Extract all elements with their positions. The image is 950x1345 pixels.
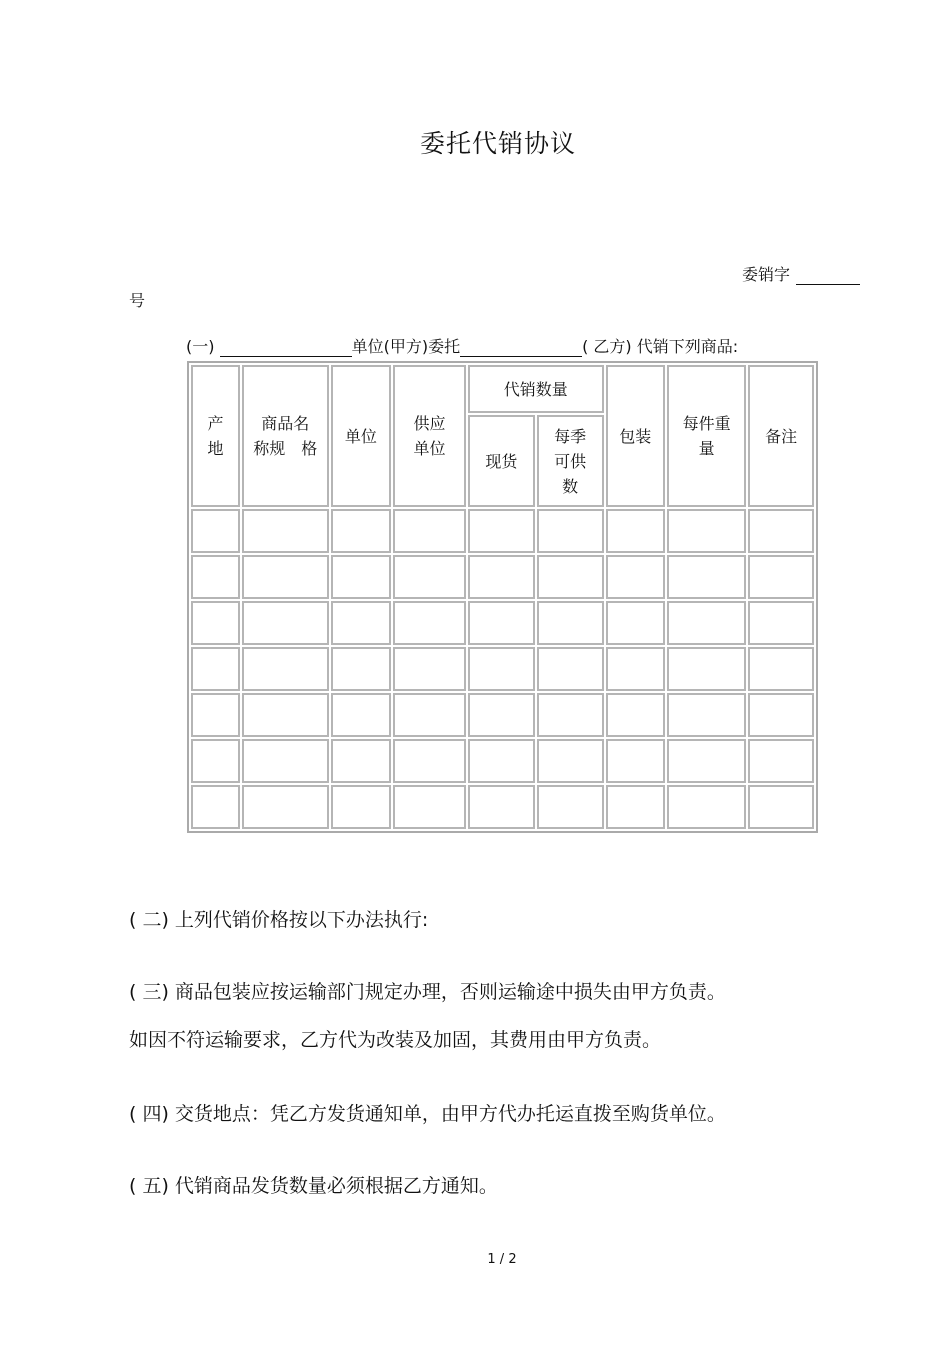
intro-prefix: (一) [186,337,215,356]
table-cell[interactable] [331,555,391,599]
page-number: 1 / 2 [487,1252,517,1267]
table-cell[interactable] [537,785,604,829]
table-cell[interactable] [242,693,329,737]
table-row [191,785,814,829]
table-cell[interactable] [606,555,665,599]
table-cell[interactable] [537,647,604,691]
table-cell[interactable] [191,739,240,783]
table-cell[interactable] [537,509,604,553]
table-row [191,509,814,553]
table-cell[interactable] [393,693,466,737]
table-row [191,555,814,599]
table-cell[interactable] [667,785,746,829]
header-origin: 产 地 [191,365,240,507]
paragraph-5: ( 五) 代销商品发货数量必须根据乙方通知。 [129,1175,498,1197]
table-cell[interactable] [393,601,466,645]
table-cell[interactable] [606,739,665,783]
goods-table [187,361,818,833]
table-cell[interactable] [242,601,329,645]
table-cell[interactable] [191,785,240,829]
table-cell[interactable] [331,647,391,691]
header-supplier: 供应 单位 [393,365,466,507]
paragraph-2: ( 二) 上列代销价格按以下办法执行: [129,909,429,931]
table-cell[interactable] [468,601,535,645]
document-title: 委托代销协议 [419,129,576,158]
table-cell[interactable] [537,601,604,645]
table-cell[interactable] [242,785,329,829]
table-cell[interactable] [393,739,466,783]
table-cell[interactable] [537,739,604,783]
table-cell[interactable] [606,785,665,829]
table-cell[interactable] [331,739,391,783]
table-cell[interactable] [331,601,391,645]
table-row [191,739,814,783]
paragraph-3: ( 三) 商品包装应按运输部门规定办理，否则运输途中损失由甲方负责。 [129,981,726,1003]
intro-line [186,334,738,357]
header-in-stock: 现货 [468,415,535,507]
table-row [191,647,814,691]
table-cell[interactable] [191,601,240,645]
header-name-spec: 商品名 称规 格 [242,365,329,507]
table-cell[interactable] [606,647,665,691]
table-cell[interactable] [331,693,391,737]
table-cell[interactable] [606,601,665,645]
table-cell[interactable] [242,555,329,599]
table-cell[interactable] [748,509,814,553]
table-cell[interactable] [242,509,329,553]
table-body [191,509,814,829]
table-cell[interactable] [537,555,604,599]
reference-number-blank [796,270,860,285]
header-unit: 单位 [331,365,391,507]
table-cell[interactable] [606,693,665,737]
header-packaging: 包装 [606,365,665,507]
table-cell[interactable] [393,785,466,829]
table-cell[interactable] [667,693,746,737]
table-cell[interactable] [468,555,535,599]
table-cell[interactable] [748,555,814,599]
table-cell[interactable] [606,509,665,553]
intro-suffix: ( 乙方) 代销下列商品: [582,337,739,356]
header-consign-qty: 代销数量 [468,365,603,413]
table-row [191,693,814,737]
reference-suffix: 号 [129,291,146,310]
table-cell[interactable] [667,601,746,645]
table-cell[interactable] [468,693,535,737]
table-row [191,601,814,645]
table-cell[interactable] [468,647,535,691]
table-cell[interactable] [331,509,391,553]
table-cell[interactable] [242,647,329,691]
party-b-blank [460,342,582,357]
table-cell[interactable] [191,555,240,599]
header-per-season: 每季 可供 数 [537,415,604,507]
header-remarks: 备注 [748,365,814,507]
table-cell[interactable] [748,693,814,737]
table-cell[interactable] [468,785,535,829]
reference-label: 委销字 [742,265,791,284]
table-cell[interactable] [191,693,240,737]
reference-line [742,262,860,285]
header-weight-per-piece: 每件重 量 [667,365,746,507]
table-cell[interactable] [667,555,746,599]
table-cell[interactable] [748,601,814,645]
table-cell[interactable] [667,509,746,553]
intro-middle: 单位(甲方)委托 [351,337,461,356]
table-cell[interactable] [537,693,604,737]
table-cell[interactable] [667,647,746,691]
party-a-blank [220,342,352,357]
table-cell[interactable] [242,739,329,783]
table-cell[interactable] [667,739,746,783]
table-cell[interactable] [468,509,535,553]
table-cell[interactable] [191,509,240,553]
table-cell[interactable] [191,647,240,691]
table-cell[interactable] [393,509,466,553]
table-cell[interactable] [393,555,466,599]
paragraph-3-continued: 如因不符运输要求，乙方代为改装及加固，其费用由甲方负责。 [129,1029,662,1051]
table-cell[interactable] [748,739,814,783]
table-cell[interactable] [748,785,814,829]
table-cell[interactable] [748,647,814,691]
table-cell[interactable] [331,785,391,829]
table-cell[interactable] [468,739,535,783]
paragraph-4: ( 四) 交货地点：凭乙方发货通知单，由甲方代办托运直拨至购货单位。 [129,1103,726,1125]
table-cell[interactable] [393,647,466,691]
